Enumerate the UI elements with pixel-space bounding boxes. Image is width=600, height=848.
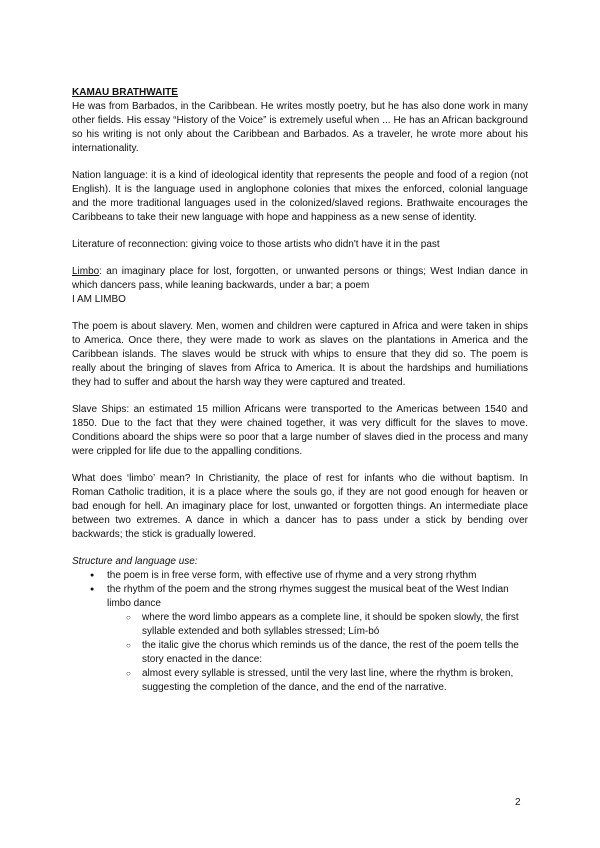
limbo-meaning-paragraph: What does ‘limbo’ mean? In Christianity, the place of rest for infants who die without baptism. In Roman Catholic tradition, it is a place where the souls go, if they are not good enough for heaven or bad enough for hell. An imaginary place for lost, unwanted or forgotten things. An intermediate place between two extremes. A dance in which a dancer has to pass under a stick by bending over backwards; the stick is gradually lowered. xyxy=(72,473,528,540)
page-number: 2 xyxy=(515,797,521,808)
list-item-text: the rhythm of the poem and the strong rhymes suggest the musical beat of the West Indian limbo dance xyxy=(107,584,509,609)
list-item xyxy=(72,583,528,695)
limbo-definition-text: : an imaginary place for lost, forgotten, or unwanted persons or things; West Indian dance in which dancers pass, while leaning backwards, under a bar; a poem xyxy=(72,266,528,291)
sub-list-item: ○ the italic give the chorus which reminds us of the dance, the rest of the poem tells the story enacted in the dance: xyxy=(107,639,528,667)
literature-paragraph: Literature of reconnection: giving voice to those artists who didn't have it in the past xyxy=(72,239,440,250)
sub-list-item: ○ almost every syllable is stressed, until the very last line, where the rhythm is broken, suggesting the completion of the dance, and the end of the narrative. xyxy=(107,667,528,695)
nation-language-paragraph: Nation language: it is a kind of ideological identity that represents the people and food of a region (not English). It is the language used in anglophone colonies that mixes the enforced, colonial language and the more traditional languages used in the colonized/slaved regions. Brathwaite encourages the Caribbeans to take their new language with hope and happiness as a new sense of identity. xyxy=(72,170,528,223)
limbo-definition xyxy=(72,265,528,293)
limbo-term: Limbo xyxy=(72,266,100,277)
document-page xyxy=(72,86,528,695)
sub-list xyxy=(107,611,528,695)
structure-list xyxy=(72,569,528,695)
poem-title: I AM LIMBO xyxy=(72,294,126,305)
structure-title: Structure and language use: xyxy=(72,556,198,567)
document-heading: KAMAU BRATHWAITE xyxy=(72,87,178,98)
list-item: ● the poem is in free verse form, with effective use of rhyme and a very strong rhythm xyxy=(72,569,528,583)
intro-paragraph: He was from Barbados, in the Caribbean. He writes mostly poetry, but he has also done work in many other fields. His essay “History of the Voice” is extremely useful when ... He has an African background so his writing is not only about the Caribbean and Barbados. As a traveler, he wrote more about his internationality. xyxy=(72,101,528,154)
sub-list-item: ○ where the word limbo appears as a complete line, it should be spoken slowly, the first syllable extended and both syllables stressed; Lím-bó xyxy=(107,611,528,639)
poem-about-paragraph: The poem is about slavery. Men, women and children were captured in Africa and were taken in ships to America. Once there, they were made to work as slaves on the plantations in America and the Caribbean islands. The slaves would be struck with whips to ensure that they did so. The poem is really about the bringing of slaves from Africa to America. It is about the hardships and humiliations they had to suffer and about the harsh way they were captured and treated. xyxy=(72,321,528,388)
slave-ships-paragraph: Slave Ships: an estimated 15 million Africans were transported to the Americas between 1540 and 1850. Due to the fact that they were chained together, it was very difficult for the slaves to move. Conditions aboard the ships were so poor that a large number of slaves died in the process and many were crippled for life due to the appalling conditions. xyxy=(72,404,528,457)
